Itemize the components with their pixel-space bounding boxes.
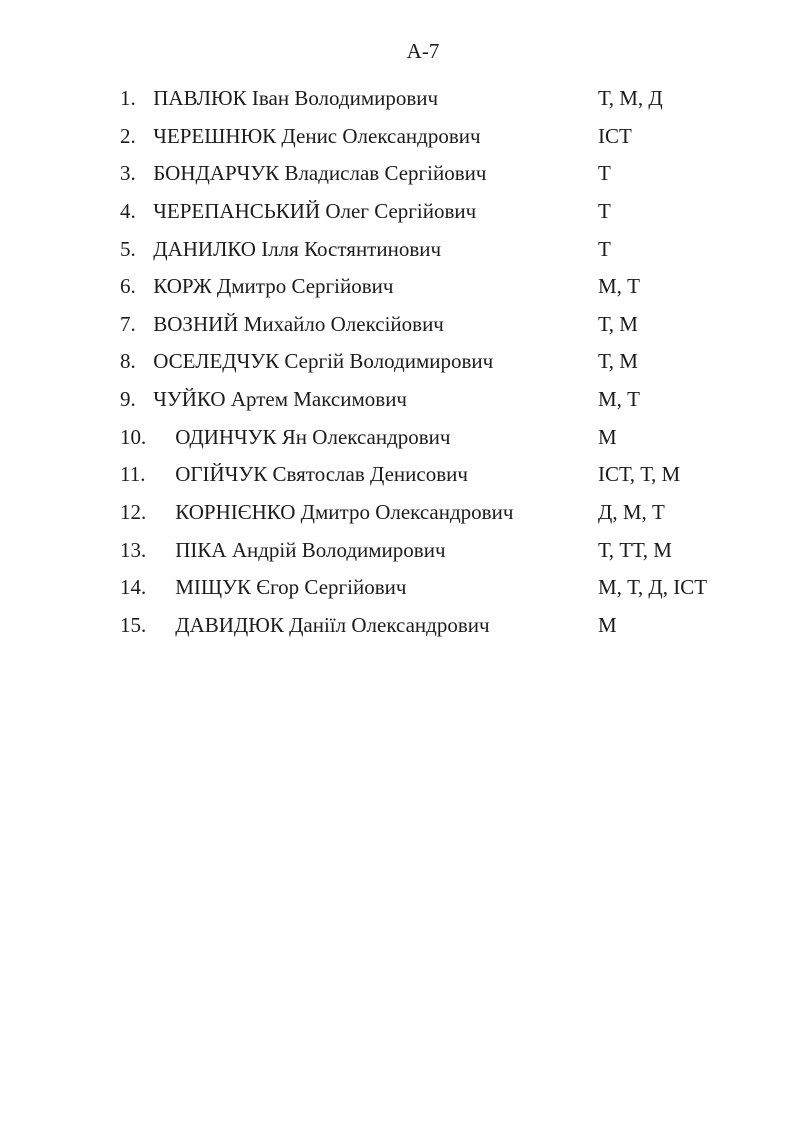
item-codes: Т, ТТ, М (598, 537, 672, 562)
item-name: ЧЕРЕПАНСЬКИЙ Олег Сергійович (153, 198, 477, 223)
item-name: МІЩУК Єгор Сергійович (175, 575, 407, 600)
list-item (120, 311, 800, 349)
item-codes: Т, М (598, 311, 638, 336)
item-name: ОСЕЛЕДЧУК Сергій Володимирович (153, 349, 494, 374)
item-codes: Д, М, Т (598, 500, 665, 525)
item-number: 6. (120, 274, 136, 299)
list-item (120, 424, 800, 462)
item-codes: М (598, 424, 617, 449)
item-number: 10. (120, 424, 147, 449)
item-name: ДАНИЛКО Ілля Костянтинович (153, 236, 442, 261)
item-codes: М, Т (598, 274, 640, 299)
list-item (120, 123, 800, 161)
item-name: ОДИНЧУК Ян Олександрович (175, 424, 451, 449)
item-codes: М, Т, Д, ІСТ (598, 575, 708, 600)
personnel-list (120, 85, 800, 650)
list-item (120, 85, 800, 123)
item-name: ПІКА Андрій Володимирович (175, 537, 446, 562)
item-name: ВОЗНИЙ Михайло Олексійович (153, 311, 444, 336)
item-codes: М, Т (598, 387, 640, 412)
item-name: КОРЖ Дмитро Сергійович (153, 274, 394, 299)
list-item (120, 386, 800, 424)
item-number: 5. (120, 236, 136, 261)
item-number: 15. (120, 612, 147, 637)
item-number: 13. (120, 537, 147, 562)
item-name: ОГІЙЧУК Святослав Денисович (175, 462, 468, 487)
item-name: ЧУЙКО Артем Максимович (153, 387, 407, 412)
item-number: 3. (120, 161, 136, 186)
item-number: 2. (120, 123, 136, 148)
item-number: 12. (120, 500, 147, 525)
list-item (120, 198, 800, 236)
item-codes: Т, М, Д (598, 86, 663, 110)
list-item (120, 348, 800, 386)
list-item (120, 499, 800, 537)
item-number: 1. (120, 86, 136, 110)
item-codes: Т, М (598, 349, 638, 374)
item-name: ПАВЛЮК Іван Володимирович (153, 86, 439, 110)
item-number: 7. (120, 311, 136, 336)
list-item (120, 273, 800, 311)
list-item (120, 461, 800, 499)
list-item (120, 574, 800, 612)
item-codes: Т (598, 236, 611, 261)
item-codes: М (598, 612, 617, 637)
page-title: А-7 (406, 39, 440, 63)
list-item (120, 160, 800, 198)
item-name: БОНДАРЧУК Владислав Сергійович (153, 161, 487, 186)
item-number: 11. (120, 462, 146, 487)
item-number: 8. (120, 349, 136, 374)
item-codes: Т (598, 198, 611, 223)
list-item (120, 537, 800, 575)
item-number: 9. (120, 387, 136, 412)
item-name: ЧЕРЕШНЮК Денис Олександрович (153, 123, 481, 148)
item-name: ДАВИДЮК Даніїл Олександрович (175, 612, 490, 637)
item-codes: ІСТ (598, 123, 632, 148)
item-codes: ІСТ, Т, М (598, 462, 681, 487)
list-item (120, 612, 800, 650)
item-codes: Т (598, 161, 611, 186)
item-number: 14. (120, 575, 147, 600)
item-name: КОРНІЄНКО Дмитро Олександрович (175, 500, 514, 525)
item-number: 4. (120, 198, 136, 223)
list-item (120, 236, 800, 274)
